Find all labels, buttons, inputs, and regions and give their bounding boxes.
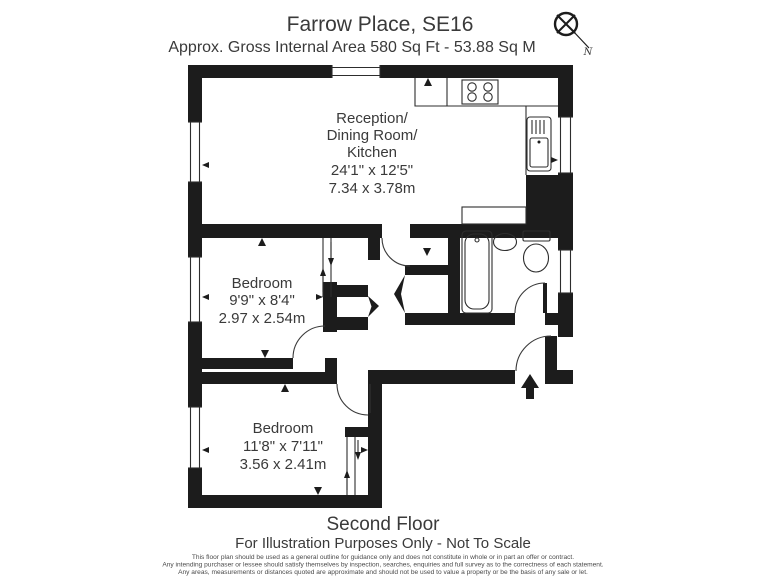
basin-icon <box>494 234 517 251</box>
window-reception-left <box>188 122 202 182</box>
bathroom-door-arc <box>515 283 545 313</box>
window-bedroom2 <box>188 407 202 468</box>
cupboard-bifold-door-east <box>368 296 379 317</box>
hob-icon <box>462 80 498 104</box>
bedroom2-cupboard <box>344 437 361 495</box>
reception-name-1: Reception/ <box>336 110 408 127</box>
bedroom2-name: Bedroom <box>252 420 314 437</box>
north-label: N <box>583 47 593 58</box>
bathtub-icon <box>462 231 492 313</box>
page-title: Farrow Place, SE16 <box>286 13 474 36</box>
reception-dims-metric: 7.34 x 3.78m <box>328 180 416 197</box>
disclaimer-line-1: This floor plan should be used as a general outline for guidance only and does not constitute in whole or in part an offer or contract. <box>191 554 575 561</box>
cupboard-bifold-door-west <box>394 275 405 313</box>
bedroom1-door-arc <box>293 326 325 358</box>
bathroom-fixtures <box>462 231 550 313</box>
kitchen-counter-lower <box>462 207 526 224</box>
page-subtitle: Approx. Gross Internal Area 580 Sq Ft - 53.88 Sq M <box>168 39 536 56</box>
floor-label: Second Floor <box>326 514 440 535</box>
reception-name-3: Kitchen <box>346 144 398 161</box>
room-label-bedroom2 <box>240 420 327 473</box>
reception-name-2: Dining Room/ <box>326 127 418 144</box>
window-top <box>332 65 380 78</box>
entrance-arrow-icon <box>521 374 539 399</box>
window-bathroom <box>558 250 573 293</box>
disclaimer-line-2: Any intending purchaser or lessee should satisfy themselves by inspection, searches, enquiries and full survey as to the correctness of each statement. <box>162 561 604 569</box>
sink-icon <box>527 117 551 171</box>
reception-dims-imperial: 24'1" x 12'5" <box>330 162 414 179</box>
compass-icon <box>555 13 594 58</box>
scale-note: For Illustration Purposes Only - Not To Scale <box>235 535 531 552</box>
bedroom1-name: Bedroom <box>231 275 293 292</box>
bedroom1-dims-metric: 2.97 x 2.54m <box>218 310 306 327</box>
reception-door-arc <box>382 238 410 266</box>
bedroom1-dims-imperial: 9'9" x 8'4" <box>229 292 295 309</box>
bedroom2-dims-imperial: 11'8" x 7'11" <box>242 438 324 455</box>
disclaimer-line-3: Any areas, measurements or distances quoted are approximate and should not be used to value a property or be the basis of any sale or let. <box>178 569 588 576</box>
room-label-reception <box>327 110 419 197</box>
window-kitchen-right <box>558 117 573 173</box>
bedroom2-door-arc <box>337 384 368 415</box>
window-bedroom1 <box>188 257 202 322</box>
bedroom2-dims-metric: 3.56 x 2.41m <box>239 456 327 473</box>
room-label-bedroom1 <box>219 275 306 327</box>
kitchen-counter <box>415 78 558 106</box>
